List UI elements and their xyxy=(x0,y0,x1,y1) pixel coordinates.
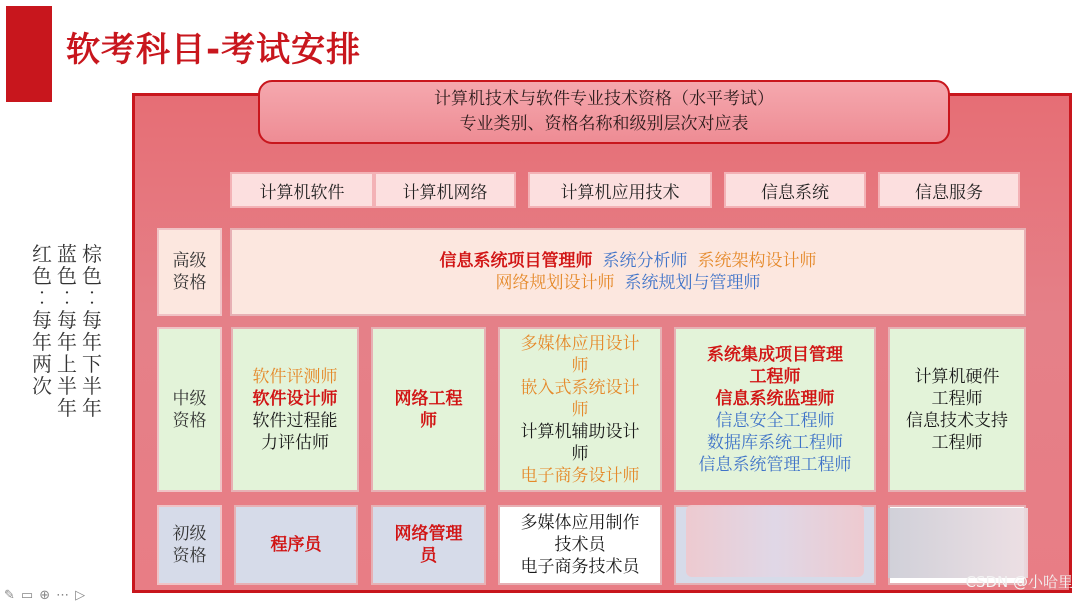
qualification-text: 电子商务技术员 xyxy=(520,557,640,577)
blurred-region xyxy=(686,505,864,577)
row-label-junior xyxy=(157,505,222,585)
qualification-text: 信息技术支持 xyxy=(906,410,1008,431)
qualification-text: 信息系统项目管理师 xyxy=(439,251,593,271)
qualification-text: 信息安全工程师 xyxy=(715,410,835,431)
column-head-service: 信息服务 xyxy=(878,172,1020,208)
qualification-text: 师 xyxy=(571,355,589,376)
qualification-text: 师 xyxy=(571,399,589,420)
middle-cell-network xyxy=(371,327,486,492)
qualification-text: 系统分析师 xyxy=(602,251,688,271)
qualification-text: 力评估师 xyxy=(261,432,329,453)
slide-title: 软考科目-考试安排 xyxy=(66,30,362,70)
column-head-application: 计算机应用技术 xyxy=(528,172,712,208)
qualification-text: 工程师 xyxy=(931,388,983,409)
junior-cell-network xyxy=(371,505,486,585)
qualification-text: 工程师 xyxy=(931,432,983,453)
junior-cell-application xyxy=(498,505,662,585)
qualification-text: 系统规划与管理师 xyxy=(624,273,761,293)
watermark: CSDN @小哈里 xyxy=(965,573,1073,591)
qualification-text: 信息系统监理师 xyxy=(715,388,835,409)
pen-icon[interactable]: ✎ xyxy=(4,588,21,603)
qualification-text: 电子商务设计师 xyxy=(520,465,640,486)
title-accent-bar xyxy=(6,6,52,102)
column-head-infosys: 信息系统 xyxy=(724,172,866,208)
qualification-text: 程序员 xyxy=(270,535,322,555)
blurred-region-2 xyxy=(888,508,1028,578)
qualification-text: 信息系统管理工程师 xyxy=(698,454,852,475)
row-label-senior-1: 高级 xyxy=(172,251,207,271)
middle-cell-infosys xyxy=(674,327,876,492)
senior-cell xyxy=(230,228,1026,316)
senior-line-1 xyxy=(440,250,817,272)
toolbar-icons xyxy=(4,588,91,603)
header-line-1: 计算机技术与软件专业技术资格（水平考试） xyxy=(434,89,774,109)
qualification-text: 师 xyxy=(571,443,589,464)
more-icon[interactable]: ⋯ xyxy=(56,588,76,603)
row-label-junior-2: 资格 xyxy=(172,546,207,566)
column-head-network: 计算机网络 xyxy=(374,172,516,208)
qualification-text: 计算机硬件 xyxy=(914,366,1000,387)
row-label-senior xyxy=(157,228,222,316)
qualification-text: 软件过程能 xyxy=(252,410,338,431)
qualification-text: 工程师 xyxy=(749,366,801,387)
qualification-text: 网络管理 xyxy=(394,524,463,544)
qualification-text: 系统架构设计师 xyxy=(697,251,817,271)
qualification-text: 师 xyxy=(420,410,437,431)
row-label-senior-2: 资格 xyxy=(172,273,207,293)
row-label-middle-2: 资格 xyxy=(172,410,207,431)
qualification-text: 数据库系统工程师 xyxy=(707,432,843,453)
row-label-middle-1: 中级 xyxy=(172,388,207,409)
legend-red: 红 色 ︰ 每 年 两 次 xyxy=(32,242,52,398)
qualification-text: 软件设计师 xyxy=(252,388,338,409)
zoom-icon[interactable]: ⊕ xyxy=(39,588,57,603)
qualification-text: 网络工程 xyxy=(394,388,463,409)
legend-blue: 蓝 色 ︰ 每 年 上 半 年 xyxy=(57,242,77,420)
middle-cell-application xyxy=(498,327,662,492)
junior-cell-software xyxy=(234,505,358,585)
qualification-text: 技术员 xyxy=(554,535,606,555)
qualification-text: 嵌入式系统设计 xyxy=(520,377,640,398)
legend-brown: 棕 色 ︰ 每 年 下 半 年 xyxy=(82,242,102,420)
table-header xyxy=(258,80,950,144)
middle-cell-software xyxy=(231,327,359,492)
row-label-junior-1: 初级 xyxy=(172,524,207,544)
qualification-text: 网络规划设计师 xyxy=(495,273,615,293)
qualification-text: 软件评测师 xyxy=(252,366,338,387)
qualification-text: 员 xyxy=(420,546,437,566)
middle-cell-service xyxy=(888,327,1026,492)
qualification-text: 多媒体应用设计 xyxy=(520,333,640,354)
qualification-text: 多媒体应用制作 xyxy=(520,513,640,533)
qualification-text: 系统集成项目管理 xyxy=(707,344,843,365)
senior-line-2 xyxy=(496,272,761,294)
row-label-middle xyxy=(157,327,222,492)
screen-icon[interactable]: ▭ xyxy=(20,588,40,603)
qualification-text: 计算机辅助设计 xyxy=(520,421,640,442)
play-icon[interactable]: ▷ xyxy=(75,588,92,603)
column-head-software: 计算机软件 xyxy=(230,172,374,208)
header-line-2: 专业类别、资格名称和级别层次对应表 xyxy=(459,114,749,134)
